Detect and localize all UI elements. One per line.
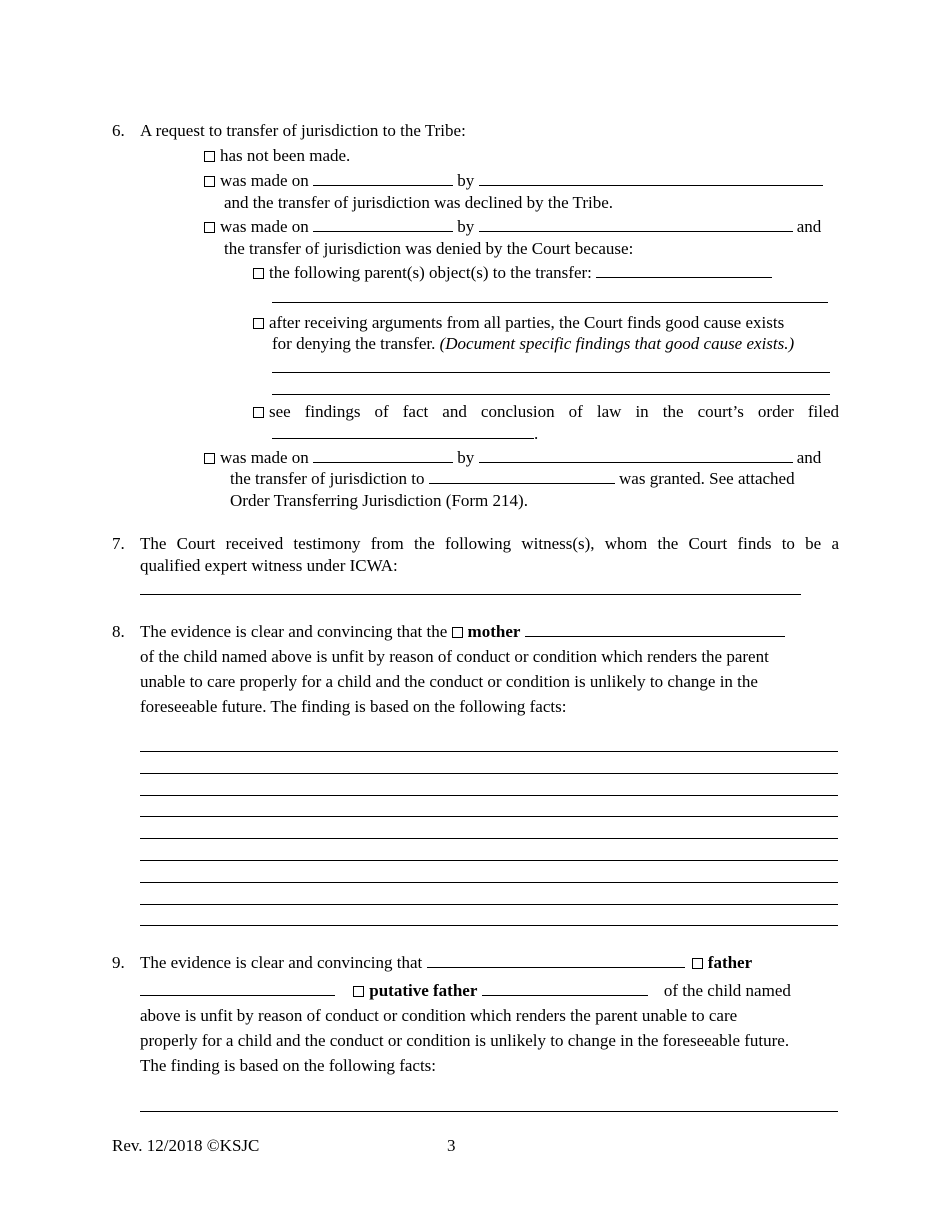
- item-6-number: 6.: [112, 121, 125, 140]
- granted-date-field[interactable]: [313, 448, 453, 463]
- granted-by-field[interactable]: [479, 448, 793, 463]
- option-denied-label: was made on: [220, 217, 309, 236]
- granted-form-ref: Order Transferring Jurisdiction (Form 214).: [230, 491, 528, 510]
- mother-name-field[interactable]: [525, 622, 785, 637]
- mother-facts-line-6[interactable]: [140, 860, 838, 861]
- item-9-line1-text: The evidence is clear and convincing that: [140, 953, 423, 972]
- father-facts-line-1[interactable]: [140, 1111, 838, 1112]
- good-cause-line-2[interactable]: [272, 394, 830, 395]
- good-cause-text: for denying the transfer.: [272, 334, 436, 353]
- declined-by-field[interactable]: [479, 171, 823, 186]
- mother-facts-line-9[interactable]: [140, 925, 838, 926]
- mother-facts-line-1[interactable]: [140, 751, 838, 752]
- item-8-line1: [140, 622, 785, 642]
- reason-see-findings: [253, 402, 839, 422]
- footer-revision: Rev. 12/2018 ©KSJC: [112, 1136, 260, 1155]
- option-not-made: [204, 146, 350, 166]
- option-denied-text: the transfer of jurisdiction was denied by the Court because:: [224, 239, 634, 258]
- option-granted-label: was made on: [220, 448, 309, 467]
- reason-good-cause-line2: [272, 334, 794, 354]
- checkbox-mother[interactable]: [452, 627, 463, 638]
- denied-date-field[interactable]: [313, 217, 453, 232]
- findings-filed-row: [272, 424, 538, 444]
- granted-to-field[interactable]: [429, 469, 615, 484]
- reason-good-cause-label: after receiving arguments from all parties, the Court finds good cause exists: [269, 313, 785, 332]
- mother-facts-line-4[interactable]: [140, 816, 838, 817]
- reason-good-cause: [253, 313, 784, 333]
- item-8-line2: of the child named above is unfit by reason of conduct or condition which renders the parent: [140, 647, 769, 666]
- mother-label: mother: [467, 622, 521, 641]
- option-declined: [204, 171, 823, 191]
- denied-by-field[interactable]: [479, 217, 793, 232]
- checkbox-declined[interactable]: [204, 176, 215, 187]
- reason-parent-label: the following parent(s) object(s) to the transfer:: [269, 263, 592, 282]
- option-granted: [204, 448, 821, 468]
- item-9-line2: [140, 981, 791, 1001]
- item-9-line4: properly for a child and the conduct or condition is unlikely to change in the foreseeable future.: [140, 1031, 790, 1050]
- item-9-line2-text: of the child named: [663, 981, 791, 1000]
- page-number: 3: [447, 1136, 456, 1155]
- checkbox-denied[interactable]: [204, 222, 215, 233]
- granted-see-attached: was granted. See attached: [619, 469, 795, 488]
- putative-father-label: putative father: [369, 981, 478, 1000]
- father-label: father: [707, 953, 753, 972]
- item-9-line5: The finding is based on the following facts:: [140, 1056, 437, 1075]
- item-7-line1: The Court received testimony from the following witness(s), whom the Court finds to be a: [140, 534, 839, 553]
- putative-father-name-field[interactable]: [482, 981, 648, 996]
- findings-period: .: [534, 424, 539, 443]
- checkbox-parent-objects[interactable]: [253, 268, 264, 279]
- item-9-line3: above is unfit by reason of conduct or condition which renders the parent unable to care: [140, 1006, 738, 1025]
- granted-by-label: by: [457, 448, 475, 467]
- checkbox-see-findings[interactable]: [253, 407, 264, 418]
- checkbox-father[interactable]: [692, 958, 703, 969]
- option-granted-line2: [230, 469, 795, 489]
- checkbox-putative-father[interactable]: [353, 986, 364, 997]
- item-9-line1: [140, 953, 752, 973]
- item-7-number: 7.: [112, 534, 125, 553]
- mother-facts-line-2[interactable]: [140, 773, 838, 774]
- mother-facts-line-7[interactable]: [140, 882, 838, 883]
- granted-to-label: the transfer of jurisdiction to: [230, 469, 425, 488]
- declined-by-label: by: [457, 171, 475, 190]
- item-6-intro: A request to transfer of jurisdiction to the Tribe:: [140, 121, 466, 140]
- checkbox-not-made[interactable]: [204, 151, 215, 162]
- item-9-number: 9.: [112, 953, 125, 972]
- mother-facts-line-8[interactable]: [140, 904, 838, 905]
- parent-objects-line[interactable]: [272, 302, 828, 303]
- option-declined-label: was made on: [220, 171, 309, 190]
- mother-facts-line-3[interactable]: [140, 795, 838, 796]
- checkbox-granted[interactable]: [204, 453, 215, 464]
- findings-filed-field[interactable]: [272, 424, 534, 439]
- item-8-line4: foreseeable future. The finding is based on the following facts:: [140, 697, 567, 716]
- granted-and-label: and: [796, 448, 822, 467]
- declined-date-field[interactable]: [313, 171, 453, 186]
- item-8-line3: unable to care properly for a child and the conduct or condition is unlikely to change in the: [140, 672, 758, 691]
- good-cause-line-1[interactable]: [272, 372, 830, 373]
- mother-facts-line-5[interactable]: [140, 838, 838, 839]
- father-name-field[interactable]: [427, 953, 685, 968]
- good-cause-note: (Document specific findings that good cause exists.): [439, 334, 795, 353]
- item-8-number: 8.: [112, 622, 125, 641]
- item-7-line2: qualified expert witness under ICWA:: [140, 556, 398, 575]
- denied-and-label: and: [796, 217, 822, 236]
- option-declined-text: and the transfer of jurisdiction was declined by the Tribe.: [224, 193, 614, 212]
- denied-by-label: by: [457, 217, 475, 236]
- parent-objects-field[interactable]: [596, 263, 772, 278]
- item-8-line1-text: The evidence is clear and convincing that the: [140, 622, 448, 641]
- father-extra-field[interactable]: [140, 981, 335, 996]
- reason-see-findings-label: see findings of fact and conclusion of law in the court’s order filed: [269, 402, 839, 421]
- expert-witness-line[interactable]: [140, 594, 801, 595]
- reason-parent-objects: [253, 263, 772, 283]
- option-denied: [204, 217, 821, 237]
- option-not-made-label: has not been made.: [220, 146, 351, 165]
- checkbox-good-cause[interactable]: [253, 318, 264, 329]
